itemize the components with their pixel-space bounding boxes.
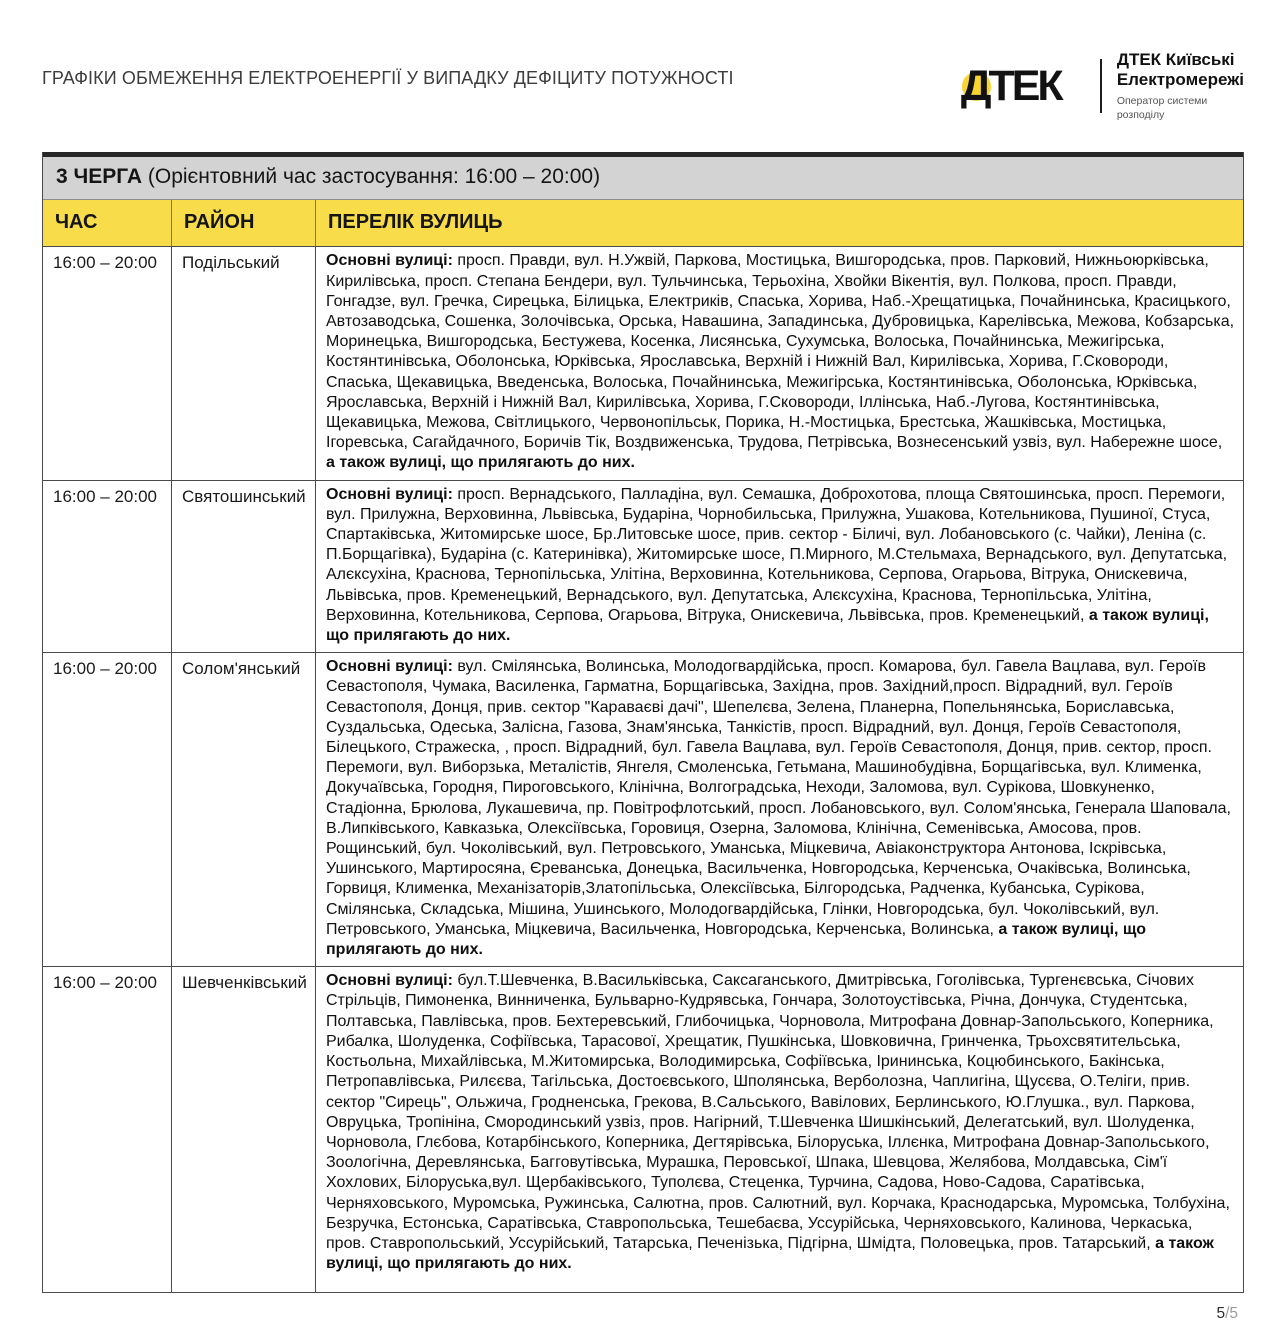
district-cell: Солом'янський — [171, 653, 315, 966]
company-name-line2: Електромережі — [1116, 70, 1244, 90]
district-cell: Шевченківський — [171, 967, 315, 1292]
streets-label: Основні вулиці: — [326, 972, 453, 990]
table-row — [43, 480, 1243, 653]
document-title: ГРАФІКИ ОБМЕЖЕННЯ ЕЛЕКТРОЕНЕРГІЇ У ВИПАДКУ ДЕФІЦИТУ ПОТУЖНОСТІ — [42, 68, 734, 88]
time-cell: 16:00 – 20:00 — [53, 659, 157, 679]
streets-label: Основні вулиці: — [326, 658, 453, 676]
page-number: 5 — [1216, 1305, 1226, 1323]
adjacent-streets-note: а також вулиці, що прилягають до них. — [326, 606, 1209, 645]
table-header-row — [43, 199, 1243, 246]
column-header-time: ЧАС — [55, 211, 98, 234]
dtek-logo — [961, 61, 1085, 111]
district-cell: Подільський — [171, 247, 315, 479]
adjacent-streets-note: а також вулиці, що прилягають до них. — [326, 1234, 1214, 1273]
time-cell: 16:00 – 20:00 — [53, 253, 157, 273]
company-name-line1: ДТЕК Київські — [1116, 50, 1235, 69]
queue-time-note: (Орієнтовний час застосування: 16:00 – 20:00) — [147, 165, 601, 189]
queue-number: 3 ЧЕРГА — [56, 165, 143, 189]
dtek-logo-wordmark: ДТЕК — [960, 62, 1061, 111]
streets-list: просп. Правди, вул. Н.Ужвій, Паркова, Мостицька, Вишгородська, пров. Парковий, Нижньоюрківська, Кирилівська, просп. Степана Бендери, вул. Тульчинська, Терьохіна, Хвойки Вікентія, вул. Полкова, просп. Правди, Гонгадзе, вул. Гречка, Сирецька, Білицька, Електриків, Спаська, Хорива, Наб.-Хрещатицька, Почайнинська, Красицького, Автозаводська, Сошенка, Золочівська, Орська, Навашина, Западинська, Дубровицька, Карелівська, Межова, Кобзарська, Моринецька, Вишгородська, Бестужева, Косенка, Лисянська, Сухумська, Волоська, Почайнинська, Межигірська, Костянтинівська, Оболонська, Юрківська, Ярославська, Верхній і Нижній Вал, Кирилівська, Хорива, Г.Сковороди, Спаська, Щекавицька, Введенська, Волоська, Почайнинська, Межигірська, Костянтинівська, Оболонська, Юрківська, Ярославська, Верхній і Нижній Вал, Кирилівська, Хорива, Г.Сковороди, Іллінська, Наб.-Лугова, Костянтинівська, Щекавицька, Межова, Світлицького, Червонопільськ, Порика, Н.-Мостицька, Брестська, Жашківська, Мостицька, Ігоревська, Сагайдачного, Боричів Тік, Воздвиженська, Трудова, Петрівська, Вознесенський узвіз, вул. Набережне шосе, — [326, 252, 1235, 452]
streets-cell — [315, 653, 1243, 966]
streets-list: бул.Т.Шевченка, В.Васильківська, Саксаганського, Дмитрівська, Гоголівська, Тургенєвська, Січових Стрільців, Пимоненка, Винниченка, Бульварно-Кудрявська, Гончара, Золотоустівська, Річна, Дончука, Студентська, Полтавська, Павлівська, пров. Бехтеревський, Глибочицька, Чорновола, Митрофана Довнар-Запольського, Коперника, Рибалка, Шолуденка, Софіївська, Тарасової, Хрещатик, Пушкінська, Шовковична, Гринченка, Трьохсвятительська, Костьольна, Михайлівська, М.Житомирська, Володимирська, Софіївська, Ірининська, Коцюбинського, Бакінська, Петропавлівська, Рилєєва, Тагільська, Достоєвського, Шполянська, Верболозна, Чаплигіна, Щусєва, О.Теліги, прив. сектор "Сирець", Ольжича, Гродненська, Грекова, В.Сальського, Вавілових, Берлинського, Ю.Глушка., вул. Паркова, Овруцька, Тропініна, Смородинський узвіз, пров. Нагірний, Т.Шевченка Шишкінський, Делегатський, вул. Шолуденка, Чорновола, Глєбова, Котарбінського, Коперника, Дегтярівська, Білоруська, Іллєнка, Митрофана Довнар-Запольського, Зоологічна, Деревлянська, Багговутівська, Мурашка, Перовської, Шпака, Шевцова, Желябова, Молдавська, Сім'ї Хохлових, Білоруська,вул. Щербаківського, Туполєва, Стеценка, Турчина, Садова, Ново-Садова, Саратівська, Черняховського, Муромська, Ружинська, Салютна, пров. Салютний, вул. Корчака, Краснодарська, Муромська, Толбухіна, Безручка, Естонська, Саратівська, Ставропольська, Тешебаєва, Уссурійська, Черняховського, Калинова, Черкаська, пров. Ставропольський, Уссурійський, Татарська, Печенізька, Підгірна, Шмідта, Половецька, пров. Татарський, — [326, 972, 1230, 1252]
table-row — [43, 246, 1243, 479]
streets-label: Основні вулиці: — [326, 485, 453, 503]
streets-cell — [315, 247, 1243, 479]
page-total: /5 — [1225, 1305, 1238, 1323]
streets-cell — [315, 481, 1243, 653]
page-header — [0, 0, 1280, 122]
table-row — [43, 966, 1243, 1292]
streets-list: просп. Вернадського, Палладіна, вул. Семашка, Доброхотова, площа Святошинська, просп. Перемоги, вул. Прилужна, Верховинна, Львівська, Бударіна, Чорнобильська, Прилужна, Ушакова, Котельникова, Пушиної, Стуса, Спартаківська, Житомирське шосе, Бр.Литовське шосе, прив. сектор - Біличі, вул. Лобановського (с. Чайки), Леніна (с. П.Борщагівка), Бударіна (с. Катеринівка), Житомирське шосе, П.Мирного, М.Стельмаха, Вернадського, вул. Депутатська, Алєксухіна, Краснова, Тернопільська, Улітіна, Верховинна, Котельникова, Серпова, Огарьова, Вітрука, Онискевича, Львівська, пров. Кременецький, Вернадського, вул. Депутатська, Алєксухіна, Краснова, Тернопільська, Улітіна, Верховинна, Котельникова, Серпова, Огарьова, Вітрука, Онискевича, Львівська, пров. Кременецький, — [326, 485, 1228, 624]
streets-list: вул. Смілянська, Волинська, Молодогвардійська, просп. Комарова, бул. Гавела Вацлава, вул. Героїв Севастополя, Чумака, Василенка, Гарматна, Борщагівська, Західна, пров. Західний,просп. Відрадний, вул. Героїв Севастополя, Донця, прив. сектор "Караваєві дачі", Шепелєва, Зелена, Планерна, Попельнянська, Бориславська, Суздальська, Одеська, Залісна, Газова, Знам'янська, Танкістів, просп. Відрадний, вул. Донця, Героїв Севастополя, Білецького, Стражеска, , просп. Відрадний, бул. Гавела Вацлава, вул. Героїв Севастополя, Донця, прив. сектор, просп. Перемоги, вул. Виборзька, Металістів, Янгеля, Смоленська, Гетьмана, Машинобудівна, Борщагівська, вул. Клименка, Докучаївська, Городня, Пироговського, Клінічна, Волгоградська, Неходи, Заломова, вул. Сурікова, Шовкуненко, Стадіонна, Брюлова, Лукашевича, пр. Повітрофлотський, просп. Лобановського, вул. Солом'янська, Генерала Шаповала, В.Липківського, Кавказька, Олексіївська, Горовиця, Озерна, Заломова, Клінічна, Семенівська, Амосова, пров. Рощинський, бул. Чоколівський, вул. Петровського, Уманська, Міцкевича, Авіаконструктора Антонова, Іскрівська, Ушинського, Мартиросяна, Єреванська, Донецька, Васильченка, Новгородська, Керченська, Очаківська, Волинська, Горвиця, Клименка, Механізаторів,Златопільська, Олексіївська, Білгородська, Радченка, Кубанська, Сурікова, Смілянська, Складська, Мішина, Ушинського, Молодогвардійська, Глінки, Новгородська, бул. Чоколівський, вул. Петровського, Уманська, Міцкевича, Васильченка, Новгородська, Керченська, Волинська, — [326, 658, 1231, 938]
queue-banner — [43, 152, 1243, 199]
logo-divider — [1100, 59, 1102, 113]
outage-schedule-table — [42, 152, 1244, 1293]
time-cell: 16:00 – 20:00 — [53, 973, 157, 993]
table-row — [43, 652, 1243, 966]
adjacent-streets-note: а також вулиці, що прилягають до них. — [326, 920, 1146, 959]
company-subtitle-line1: Оператор системи — [1116, 95, 1208, 108]
district-cell: Святошинський — [171, 481, 315, 653]
streets-cell — [315, 967, 1243, 1292]
column-header-streets: ПЕРЕЛІК ВУЛИЦЬ — [315, 200, 1243, 246]
streets-label: Основні вулиці: — [326, 252, 453, 270]
dtek-logo-block — [961, 50, 1244, 122]
page-footer — [0, 1293, 1280, 1323]
logo-text-block — [1117, 50, 1244, 122]
column-header-district: РАЙОН — [171, 200, 315, 246]
time-cell: 16:00 – 20:00 — [53, 486, 157, 506]
adjacent-streets-note: а також вулиці, що прилягають до них. — [326, 454, 635, 472]
company-subtitle-line2: розподілу — [1116, 108, 1165, 121]
